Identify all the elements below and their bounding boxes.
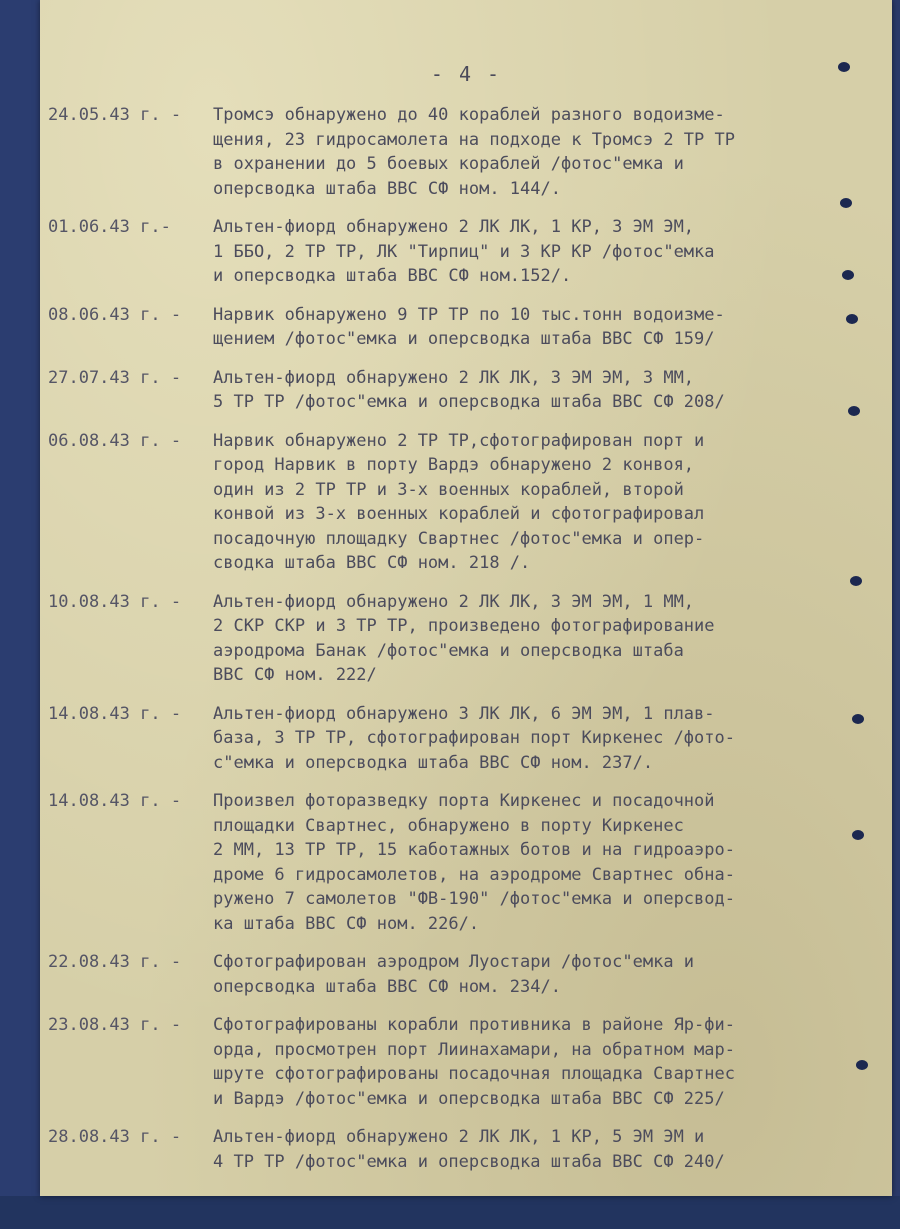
entry-text: Альтен-фиорд обнаружено 2 ЛК ЛК, 3 ЭМ ЭМ, 3 ММ, 5 ТР ТР /фотос"емка и оперсводка штаба ВВС СФ 208/ bbox=[213, 367, 725, 412]
punch-hole-decoration bbox=[848, 406, 860, 416]
list-item bbox=[48, 789, 848, 936]
list-item bbox=[48, 590, 848, 688]
entry-text: Сфотографирован аэродром Луостари /фотос"емка и оперсводка штаба ВВС СФ ном. 234/. bbox=[213, 952, 695, 997]
scanner-background-bottom bbox=[0, 1196, 900, 1229]
punch-hole-decoration bbox=[852, 830, 864, 840]
entry-date: 06.08.43 г. - bbox=[48, 430, 182, 451]
punch-hole-decoration bbox=[838, 62, 850, 72]
scanner-background-left bbox=[0, 0, 40, 1229]
entry-text: Альтен-фиорд обнаружено 2 ЛК ЛК, 1 КР, 3 ЭМ ЭМ, 1 ББО, 2 ТР ТР, ЛК "Тирпиц" и 3 КР КР /фотос"емка и оперсводка штаба ВВС СФ ном.152/. bbox=[213, 217, 715, 286]
entry-text: Альтен-фиорд обнаружено 3 ЛК ЛК, 6 ЭМ ЭМ, 1 плав- база, 3 ТР ТР, сфотографирован порт Киркенес /фото- с"емка и оперсводка штаба ВВС СФ ном. 237/. bbox=[213, 703, 735, 773]
entry-text: Тромсэ обнаружено до 40 кораблей разного водоизме- щения, 23 гидросамолета на подходе к Тромсэ 2 ТР ТР в охранении до 5 боевых кораблей /фотос"емка и оперсводка штаба ВВС СФ ном. 144/. bbox=[213, 105, 735, 199]
entry-date: 14.08.43 г. - bbox=[48, 703, 182, 724]
entry-text: Альтен-фиорд обнаружено 2 ЛК ЛК, 1 КР, 5 ЭМ ЭМ и 4 ТР ТР /фотос"емка и оперсводка штаба ВВС СФ 240/ bbox=[213, 1127, 725, 1172]
list-item bbox=[48, 303, 848, 352]
entry-text: Нарвик обнаружено 2 ТР ТР,сфотографирован порт и город Нарвик в порту Вардэ обнаружено 2 конвоя, один из 2 ТР ТР и 3-х военных кораблей, второй конвой из 3-х военных кораблей и сфотографировал посадочную площадку Свартнес /фотос"емка и опер- сводка штаба ВВС СФ ном. 218 /. bbox=[213, 430, 705, 573]
entry-date: 23.08.43 г. - bbox=[48, 1015, 182, 1035]
punch-hole-decoration bbox=[846, 314, 858, 324]
punch-hole-decoration bbox=[856, 1060, 868, 1070]
page-number: - 4 - bbox=[430, 62, 502, 86]
entry-text: Произвел фоторазведку порта Киркенес и посадочной площадки Свартнес, обнаружено в порту Киркенес 2 ММ, 13 ТР ТР, 15 каботажных ботов и на гидроаэро- дроме 6 гидросамолетов, на аэродроме Свартнес обна- ружено 7 самолетов "ФВ-190" /фотос"емка и оперсвод- ка штаба ВВС СФ ном. 226/. bbox=[213, 791, 735, 934]
entry-date: 01.06.43 г.- bbox=[48, 217, 171, 237]
list-item bbox=[48, 429, 848, 576]
list-item bbox=[48, 366, 848, 415]
entry-date: 10.08.43 г. - bbox=[48, 591, 182, 612]
entry-text: Сфотографированы корабли противника в районе Яр-фи- орда, просмотрен порт Лиинахамари, на обратном мар- шруте сфотографированы посадочная площадка Свартнес и Вардэ /фотос"емка и оперсводка штаба ВВС СФ 225/ bbox=[213, 1015, 735, 1109]
list-item bbox=[48, 1125, 848, 1174]
list-item bbox=[48, 1013, 848, 1111]
punch-hole-decoration bbox=[852, 714, 864, 724]
punch-hole-decoration bbox=[842, 270, 854, 280]
list-item bbox=[48, 103, 848, 201]
entry-text: Нарвик обнаружено 9 ТР ТР по 10 тыс.тонн водоизме- щением /фотос"емка и оперсводка штаба ВВС СФ 159/ bbox=[213, 304, 725, 349]
entry-list bbox=[48, 103, 848, 1188]
list-item bbox=[48, 215, 848, 289]
entry-date: 22.08.43 г. - bbox=[48, 952, 182, 972]
document-page bbox=[40, 0, 892, 1196]
entry-text: Альтен-фиорд обнаружено 2 ЛК ЛК, 3 ЭМ ЭМ, 1 ММ, 2 СКР СКР и 3 ТР ТР, произведено фотографирование аэродрома Банак /фотос"емка и оперсводка штаба ВВС СФ ном. 222/ bbox=[213, 591, 715, 685]
punch-hole-decoration bbox=[850, 576, 862, 586]
entry-date: 08.06.43 г. - bbox=[48, 304, 182, 325]
list-item bbox=[48, 702, 848, 776]
entry-date: 14.08.43 г. - bbox=[48, 791, 182, 811]
entry-date: 24.05.43 г. - bbox=[48, 105, 182, 125]
punch-hole-decoration bbox=[840, 198, 852, 208]
list-item bbox=[48, 950, 848, 999]
entry-date: 27.07.43 г. - bbox=[48, 367, 182, 388]
entry-date: 28.08.43 г. - bbox=[48, 1127, 182, 1147]
